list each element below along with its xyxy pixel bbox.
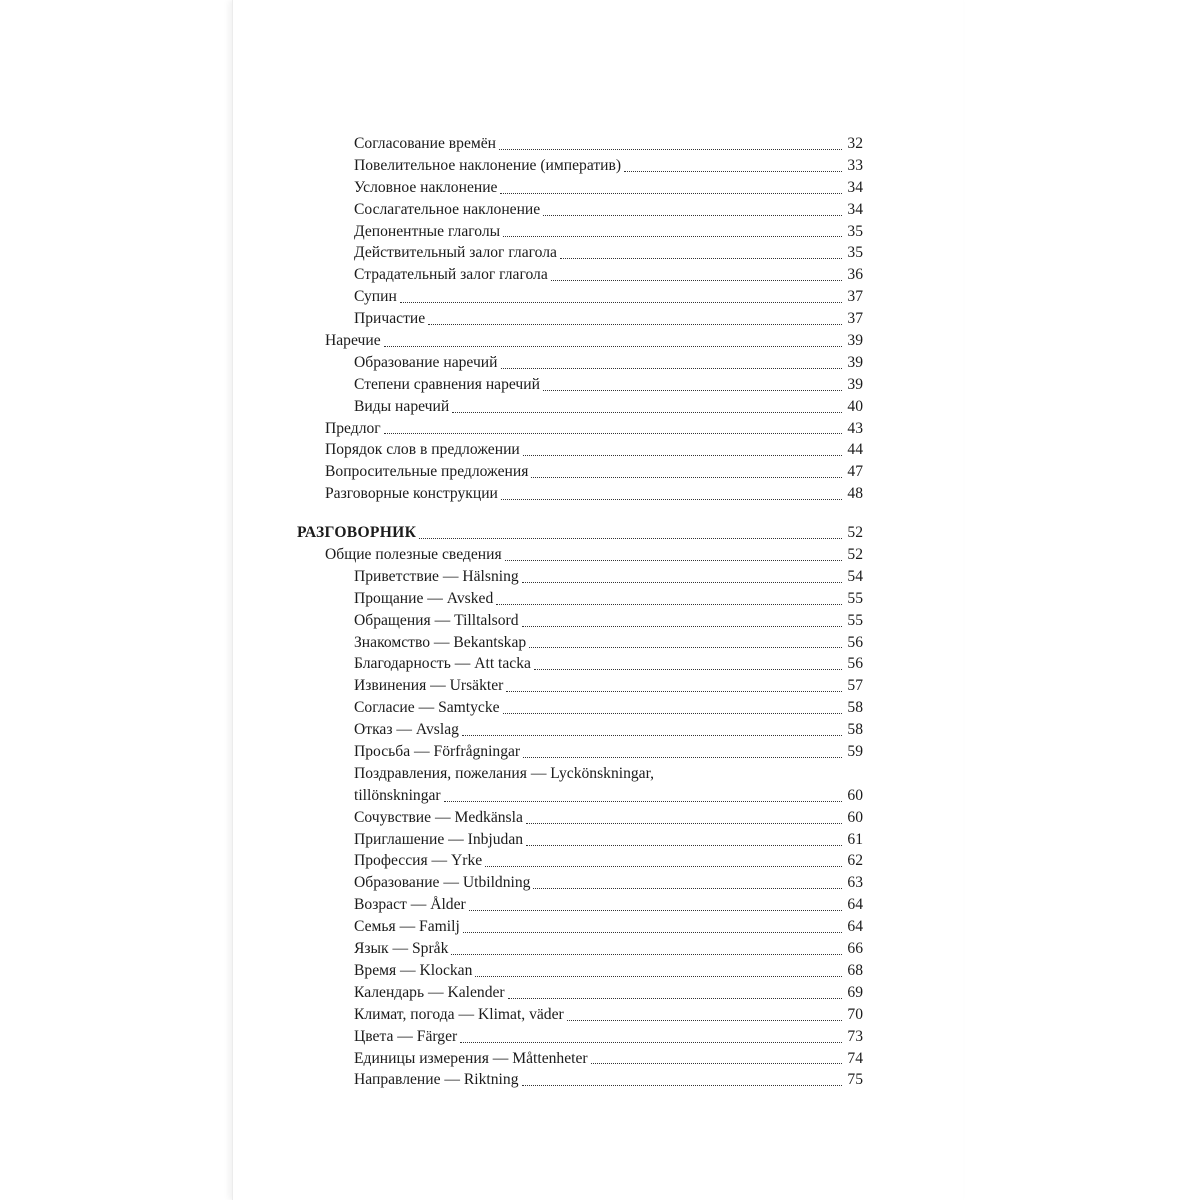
toc-entry-page-number: 48 (847, 485, 863, 503)
toc-entry-page-number: 75 (847, 1071, 863, 1089)
dot-leader (500, 193, 842, 194)
toc-entry-page-number: 60 (847, 808, 863, 826)
dot-leader (503, 236, 842, 237)
dot-leader (522, 626, 842, 627)
dot-leader (523, 757, 842, 758)
toc-entry-title: Образование — Utbildning (354, 874, 531, 892)
dot-leader (499, 149, 842, 150)
dot-leader (526, 845, 842, 846)
toc-entry-title: Страдательный залог глагола (354, 266, 548, 284)
section-page-number: 52 (847, 524, 863, 542)
dot-leader (526, 823, 842, 824)
toc-entry-title: Язык — Språk (354, 940, 449, 958)
dot-leader (551, 280, 842, 281)
section-title: РАЗГОВОРНИК (297, 524, 417, 542)
dot-leader (531, 477, 842, 478)
toc-entry[interactable] (297, 242, 863, 264)
toc-entry[interactable] (297, 155, 863, 177)
toc-entry-page-number: 43 (847, 419, 863, 437)
toc-entry-title: Общие полезные сведения (325, 546, 502, 564)
toc-entry-title: Депонентные глаголы (354, 222, 501, 240)
toc-entry[interactable] (297, 1026, 863, 1048)
dot-leader (522, 582, 842, 583)
toc-entry-page-number: 74 (847, 1049, 863, 1067)
dot-leader (560, 258, 842, 259)
toc-entry[interactable] (297, 588, 863, 610)
toc-entry-title: Приветствие — Hälsning (354, 567, 519, 585)
toc-entry[interactable] (297, 653, 863, 675)
toc-entry-title: tillönskningar (354, 786, 441, 804)
toc-entry-title: Согласование времён (354, 134, 497, 152)
toc-entry-page-number: 32 (847, 134, 863, 152)
toc-entry[interactable] (297, 483, 863, 505)
section-gap (297, 505, 863, 522)
dot-leader (419, 538, 842, 539)
toc-entry-title: Степени сравнения наречий (354, 375, 540, 393)
toc-entry-page-number: 39 (847, 353, 863, 371)
toc-entry[interactable] (297, 418, 863, 440)
dot-leader (496, 604, 842, 605)
toc-entry[interactable] (297, 610, 863, 632)
toc-entry-title: Виды наречий (354, 397, 450, 415)
toc-entry-page-number: 55 (847, 611, 863, 629)
toc-entry-title: Предлог (325, 419, 381, 437)
toc-entry-page-number: 69 (847, 983, 863, 1001)
toc-entry-title: Разговорные конструкции (325, 485, 498, 503)
toc-entry[interactable] (297, 461, 863, 483)
toc-entry-page-number: 66 (847, 940, 863, 958)
toc-entry[interactable] (297, 982, 863, 1004)
dot-leader (469, 910, 842, 911)
toc-entry-page-number: 35 (847, 222, 863, 240)
toc-entry[interactable] (297, 1004, 863, 1026)
toc-entry[interactable] (297, 829, 863, 851)
toc-entry-page-number: 39 (847, 375, 863, 393)
toc-entry-title: Приглашение — Inbjudan (354, 830, 524, 848)
dot-leader (451, 954, 842, 955)
toc-entry-page-number: 63 (847, 874, 863, 892)
dot-leader (460, 1042, 842, 1043)
toc-entry-page-number: 52 (847, 546, 863, 564)
dot-leader (428, 324, 842, 325)
toc-entry-page-number: 58 (847, 699, 863, 717)
toc-entry[interactable] (297, 960, 863, 982)
table-of-contents (297, 133, 863, 1091)
dot-leader (475, 976, 842, 977)
toc-entry-page-number: 47 (847, 463, 863, 481)
toc-entry-page-number: 34 (847, 178, 863, 196)
toc-entry-page-number: 73 (847, 1027, 863, 1045)
toc-entry-title: Извинения — Ursäkter (354, 677, 504, 695)
toc-entry[interactable] (297, 264, 863, 286)
dot-leader (508, 998, 842, 999)
toc-entry-title: Прощание — Avsked (354, 589, 494, 607)
dot-leader (485, 866, 842, 867)
toc-entry-page-number: 37 (847, 310, 863, 328)
toc-entry-page-number: 60 (847, 786, 863, 804)
toc-entry-page-number: 61 (847, 830, 863, 848)
toc-entry[interactable] (297, 396, 863, 418)
toc-entry-title: Условное наклонение (354, 178, 498, 196)
toc-entry-title: Причастие (354, 310, 426, 328)
toc-entry-title: Образование наречий (354, 353, 498, 371)
toc-entry-page-number: 33 (847, 156, 863, 174)
toc-entry-page-number: 35 (847, 244, 863, 262)
toc-entry-title: Супин (354, 288, 397, 306)
toc-entry[interactable] (297, 719, 863, 741)
toc-entry-title: Обращения — Tilltalsord (354, 611, 519, 629)
toc-entry[interactable] (297, 1048, 863, 1070)
dot-leader (624, 171, 842, 172)
dot-leader (529, 647, 842, 648)
dot-leader (543, 215, 842, 216)
toc-entry-title: Наречие (325, 332, 381, 349)
toc-entry-title: Просьба — Förfrågningar (354, 743, 521, 761)
dot-leader (543, 390, 842, 391)
toc-entry[interactable] (297, 544, 863, 566)
toc-entry-title: Согласие — Samtycke (354, 699, 500, 717)
toc-entry[interactable] (297, 566, 863, 588)
toc-entry-page-number: 59 (847, 743, 863, 761)
dot-leader (444, 801, 842, 802)
toc-entry-title: Поздравления, пожелания — Lyckönskningar, (354, 764, 655, 782)
dot-leader (503, 713, 842, 714)
toc-entry-title: Отказ — Avslag (354, 721, 459, 739)
dot-leader (523, 455, 842, 456)
toc-entry[interactable] (297, 221, 863, 243)
toc-entry-page-number: 36 (847, 266, 863, 284)
toc-entry-title: Климат, погода — Klimat, väder (354, 1005, 564, 1023)
toc-entry[interactable] (297, 1069, 863, 1091)
toc-entry[interactable] (297, 916, 863, 938)
toc-section-heading[interactable] (297, 522, 863, 544)
toc-entry-title: Цвета — Färger (354, 1027, 458, 1045)
toc-entry[interactable] (297, 741, 863, 763)
toc-entry-title: Возраст — Ålder (354, 896, 466, 914)
toc-entry-title: Время — Klockan (354, 961, 473, 979)
dot-leader (463, 932, 842, 933)
toc-entry-title: Повелительное наклонение (императив) (354, 156, 622, 174)
toc-entry-page-number: 56 (847, 633, 863, 651)
toc-entry-title: Действительный залог глагола (354, 244, 557, 262)
toc-entry[interactable] (297, 199, 863, 221)
toc-entry-page-number: 37 (847, 288, 863, 306)
dot-leader (567, 1020, 842, 1021)
dot-leader (505, 560, 842, 561)
dot-leader (462, 735, 842, 736)
toc-entry[interactable] (297, 439, 863, 461)
toc-entry-title: Профессия — Yrke (354, 852, 483, 870)
toc-entry-title: Календарь — Kalender (354, 983, 505, 1001)
toc-entry[interactable] (297, 675, 863, 697)
toc-entry[interactable] (297, 330, 863, 352)
dot-leader (400, 302, 842, 303)
toc-entry-page-number: 39 (847, 332, 863, 349)
dot-leader (534, 669, 842, 670)
dot-leader (533, 888, 842, 889)
toc-entry-page-number: 56 (847, 655, 863, 673)
dot-leader (501, 499, 842, 500)
toc-entry-title: Семья — Familj (354, 918, 460, 936)
toc-entry-page-number: 55 (847, 589, 863, 607)
toc-entry[interactable] (297, 872, 863, 894)
toc-entry-title: Сослагательное наклонение (354, 200, 541, 218)
toc-grammar-list (297, 133, 863, 505)
toc-entry-page-number: 62 (847, 852, 863, 870)
toc-entry-title: Направление — Riktning (354, 1071, 519, 1089)
toc-entry-title: Сочувствие — Medkänsla (354, 808, 523, 826)
toc-entry-title: Вопросительные предложения (325, 463, 529, 481)
toc-entry[interactable] (297, 785, 863, 807)
toc-entry-page-number: 64 (847, 918, 863, 936)
toc-entry[interactable] (297, 133, 863, 155)
toc-entry[interactable] (297, 177, 863, 199)
toc-entry[interactable] (297, 352, 863, 374)
toc-entry[interactable] (297, 851, 863, 873)
toc-entry-page-number: 57 (847, 677, 863, 695)
toc-phrasebook-list (297, 544, 863, 1091)
dot-leader (452, 412, 842, 413)
dot-leader (506, 691, 842, 692)
toc-entry[interactable] (297, 894, 863, 916)
toc-entry[interactable] (297, 763, 863, 785)
toc-entry-page-number: 54 (847, 567, 863, 585)
toc-entry-title: Знакомство — Bekantskap (354, 633, 527, 651)
dot-leader (522, 1085, 843, 1086)
toc-entry[interactable] (297, 938, 863, 960)
toc-entry[interactable] (297, 632, 863, 654)
dot-leader (501, 368, 843, 369)
toc-entry-title: Порядок слов в предложении (325, 441, 520, 459)
toc-entry-page-number: 44 (847, 441, 863, 459)
toc-entry[interactable] (297, 374, 863, 396)
toc-entry[interactable] (297, 286, 863, 308)
toc-entry[interactable] (297, 308, 863, 330)
toc-entry-page-number: 34 (847, 200, 863, 218)
toc-entry-page-number: 64 (847, 896, 863, 914)
toc-entry-title: Благодарность — Att tacka (354, 655, 531, 673)
dot-leader (384, 346, 842, 347)
toc-entry-page-number: 40 (847, 397, 863, 415)
toc-entry-page-number: 70 (847, 1005, 863, 1023)
toc-entry[interactable] (297, 697, 863, 719)
dot-leader (591, 1063, 842, 1064)
toc-entry-title: Единицы измерения — Måttenheter (354, 1049, 588, 1067)
toc-entry[interactable] (297, 807, 863, 829)
dot-leader (384, 433, 842, 434)
toc-entry-page-number: 68 (847, 961, 863, 979)
toc-entry-page-number: 58 (847, 721, 863, 739)
